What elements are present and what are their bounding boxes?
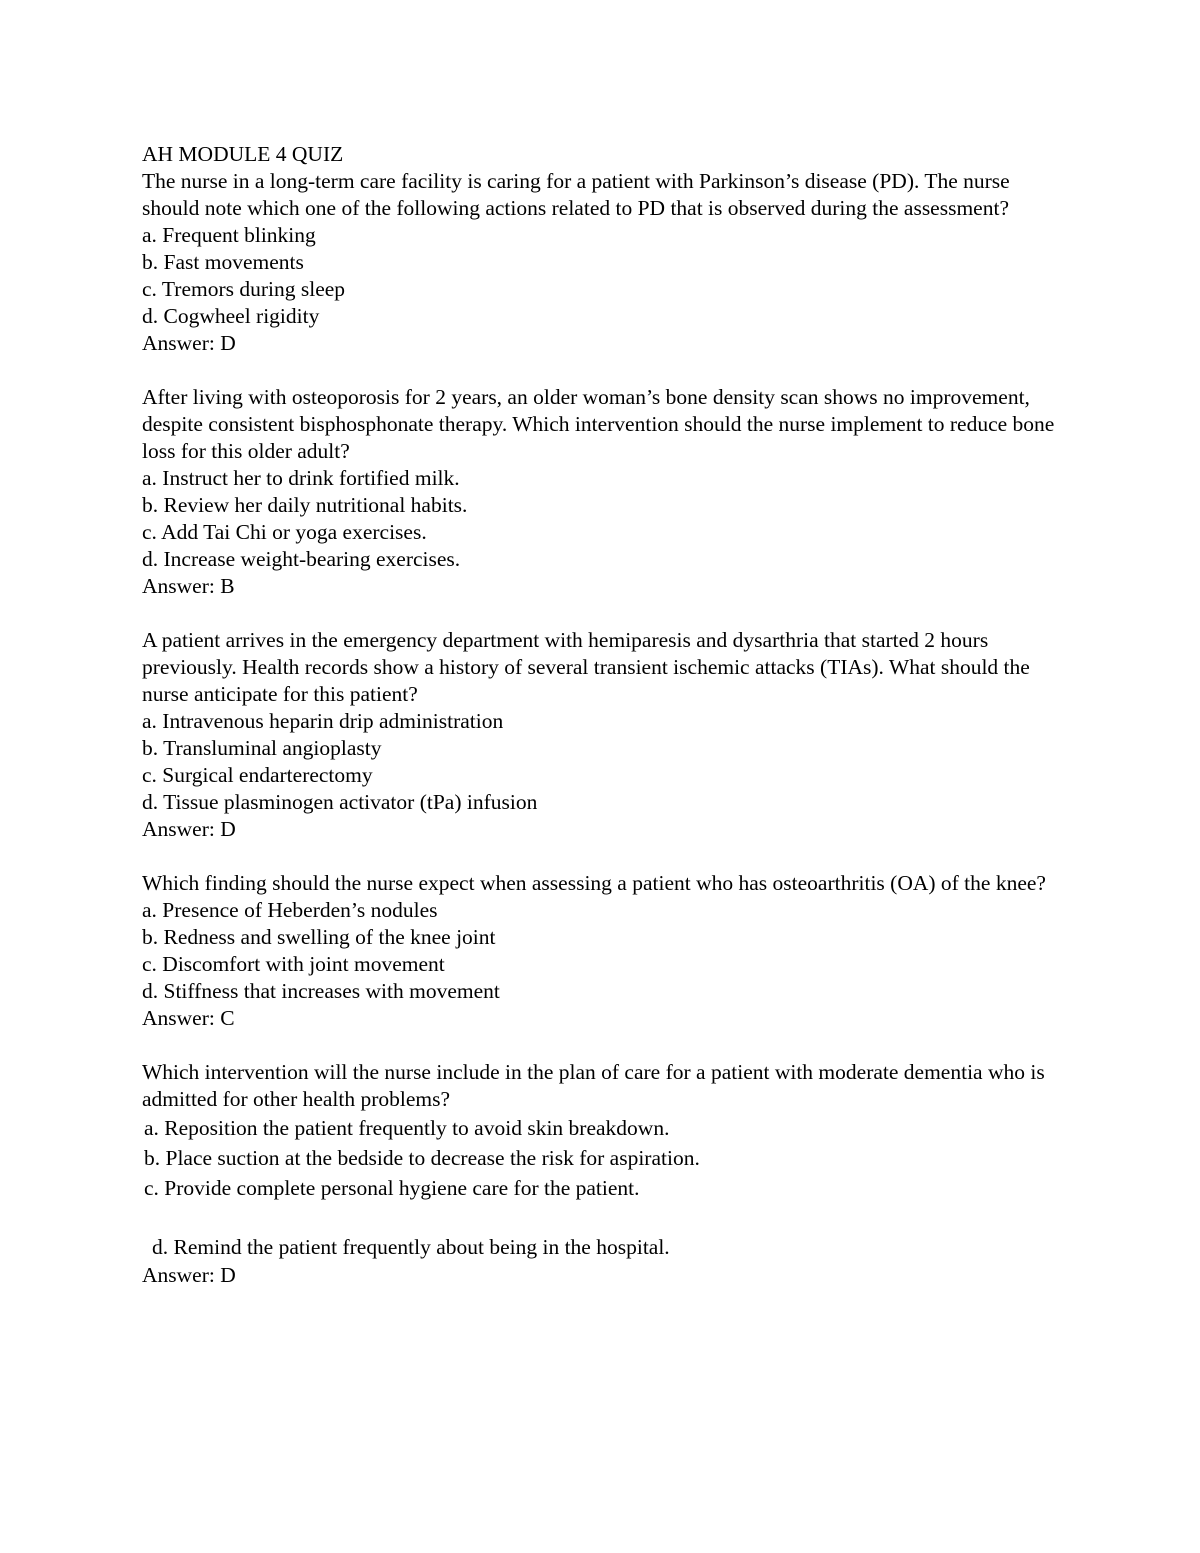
question-text: After living with osteoporosis for 2 years, an older woman’s bone density scan shows no improvement, despite consistent bisphosphonate therapy. Which intervention should the nurse implement to reduce bone loss for this older adult? bbox=[142, 385, 1055, 463]
option-d: d. Increase weight-bearing exercises. bbox=[142, 547, 461, 571]
option-a: a. Reposition the patient frequently to avoid skin breakdown. bbox=[144, 1116, 670, 1140]
option-c: c. Surgical endarterectomy bbox=[142, 763, 373, 787]
question-2 bbox=[142, 384, 1062, 600]
option-b: b. Review her daily nutritional habits. bbox=[142, 493, 468, 517]
answer: Answer: C bbox=[142, 1006, 235, 1030]
option-d: d. Stiffness that increases with movement bbox=[142, 979, 500, 1003]
option-c: c. Add Tai Chi or yoga exercises. bbox=[142, 520, 427, 544]
option-d: d. Remind the patient frequently about being in the hospital. bbox=[152, 1235, 670, 1259]
option-b: b. Transluminal angioplasty bbox=[142, 736, 382, 760]
answer: Answer: B bbox=[142, 574, 235, 598]
option-d: d. Tissue plasminogen activator (tPa) infusion bbox=[142, 790, 538, 814]
answer: Answer: D bbox=[142, 817, 236, 841]
question-3 bbox=[142, 627, 1062, 843]
question-1 bbox=[142, 168, 1062, 357]
option-b: b. Fast movements bbox=[142, 250, 304, 274]
question-text: Which finding should the nurse expect when assessing a patient who has osteoarthritis (OA) of the knee? bbox=[142, 871, 1046, 895]
option-a: a. Intravenous heparin drip administration bbox=[142, 709, 504, 733]
answer: Answer: D bbox=[142, 1263, 236, 1287]
option-c: c. Discomfort with joint movement bbox=[142, 952, 445, 976]
question-4 bbox=[142, 870, 1062, 1032]
option-b: b. Place suction at the bedside to decrease the risk for aspiration. bbox=[144, 1146, 700, 1170]
option-a: a. Presence of Heberden’s nodules bbox=[142, 898, 438, 922]
question-text: Which intervention will the nurse include in the plan of care for a patient with moderate dementia who is admitted for other health problems? bbox=[142, 1060, 1045, 1111]
question-5 bbox=[142, 1059, 1062, 1289]
option-a: a. Frequent blinking bbox=[142, 223, 316, 247]
option-c: c. Tremors during sleep bbox=[142, 277, 346, 301]
option-a: a. Instruct her to drink fortified milk. bbox=[142, 466, 460, 490]
option-c: c. Provide complete personal hygiene care for the patient. bbox=[144, 1176, 640, 1200]
option-d: d. Cogwheel rigidity bbox=[142, 304, 320, 328]
document-title: AH MODULE 4 QUIZ bbox=[142, 142, 344, 166]
option-b: b. Redness and swelling of the knee joint bbox=[142, 925, 496, 949]
question-text: A patient arrives in the emergency department with hemiparesis and dysarthria that started 2 hours previously. Health records show a history of several transient ischemic attacks (TIAs). What should the nurse anticipate for this patient? bbox=[142, 628, 1030, 706]
document-page bbox=[142, 141, 1062, 1289]
question-text: The nurse in a long-term care facility is caring for a patient with Parkinson’s disease (PD). The nurse should note which one of the following actions related to PD that is observed during the assessment? bbox=[142, 169, 1010, 220]
answer: Answer: D bbox=[142, 331, 236, 355]
